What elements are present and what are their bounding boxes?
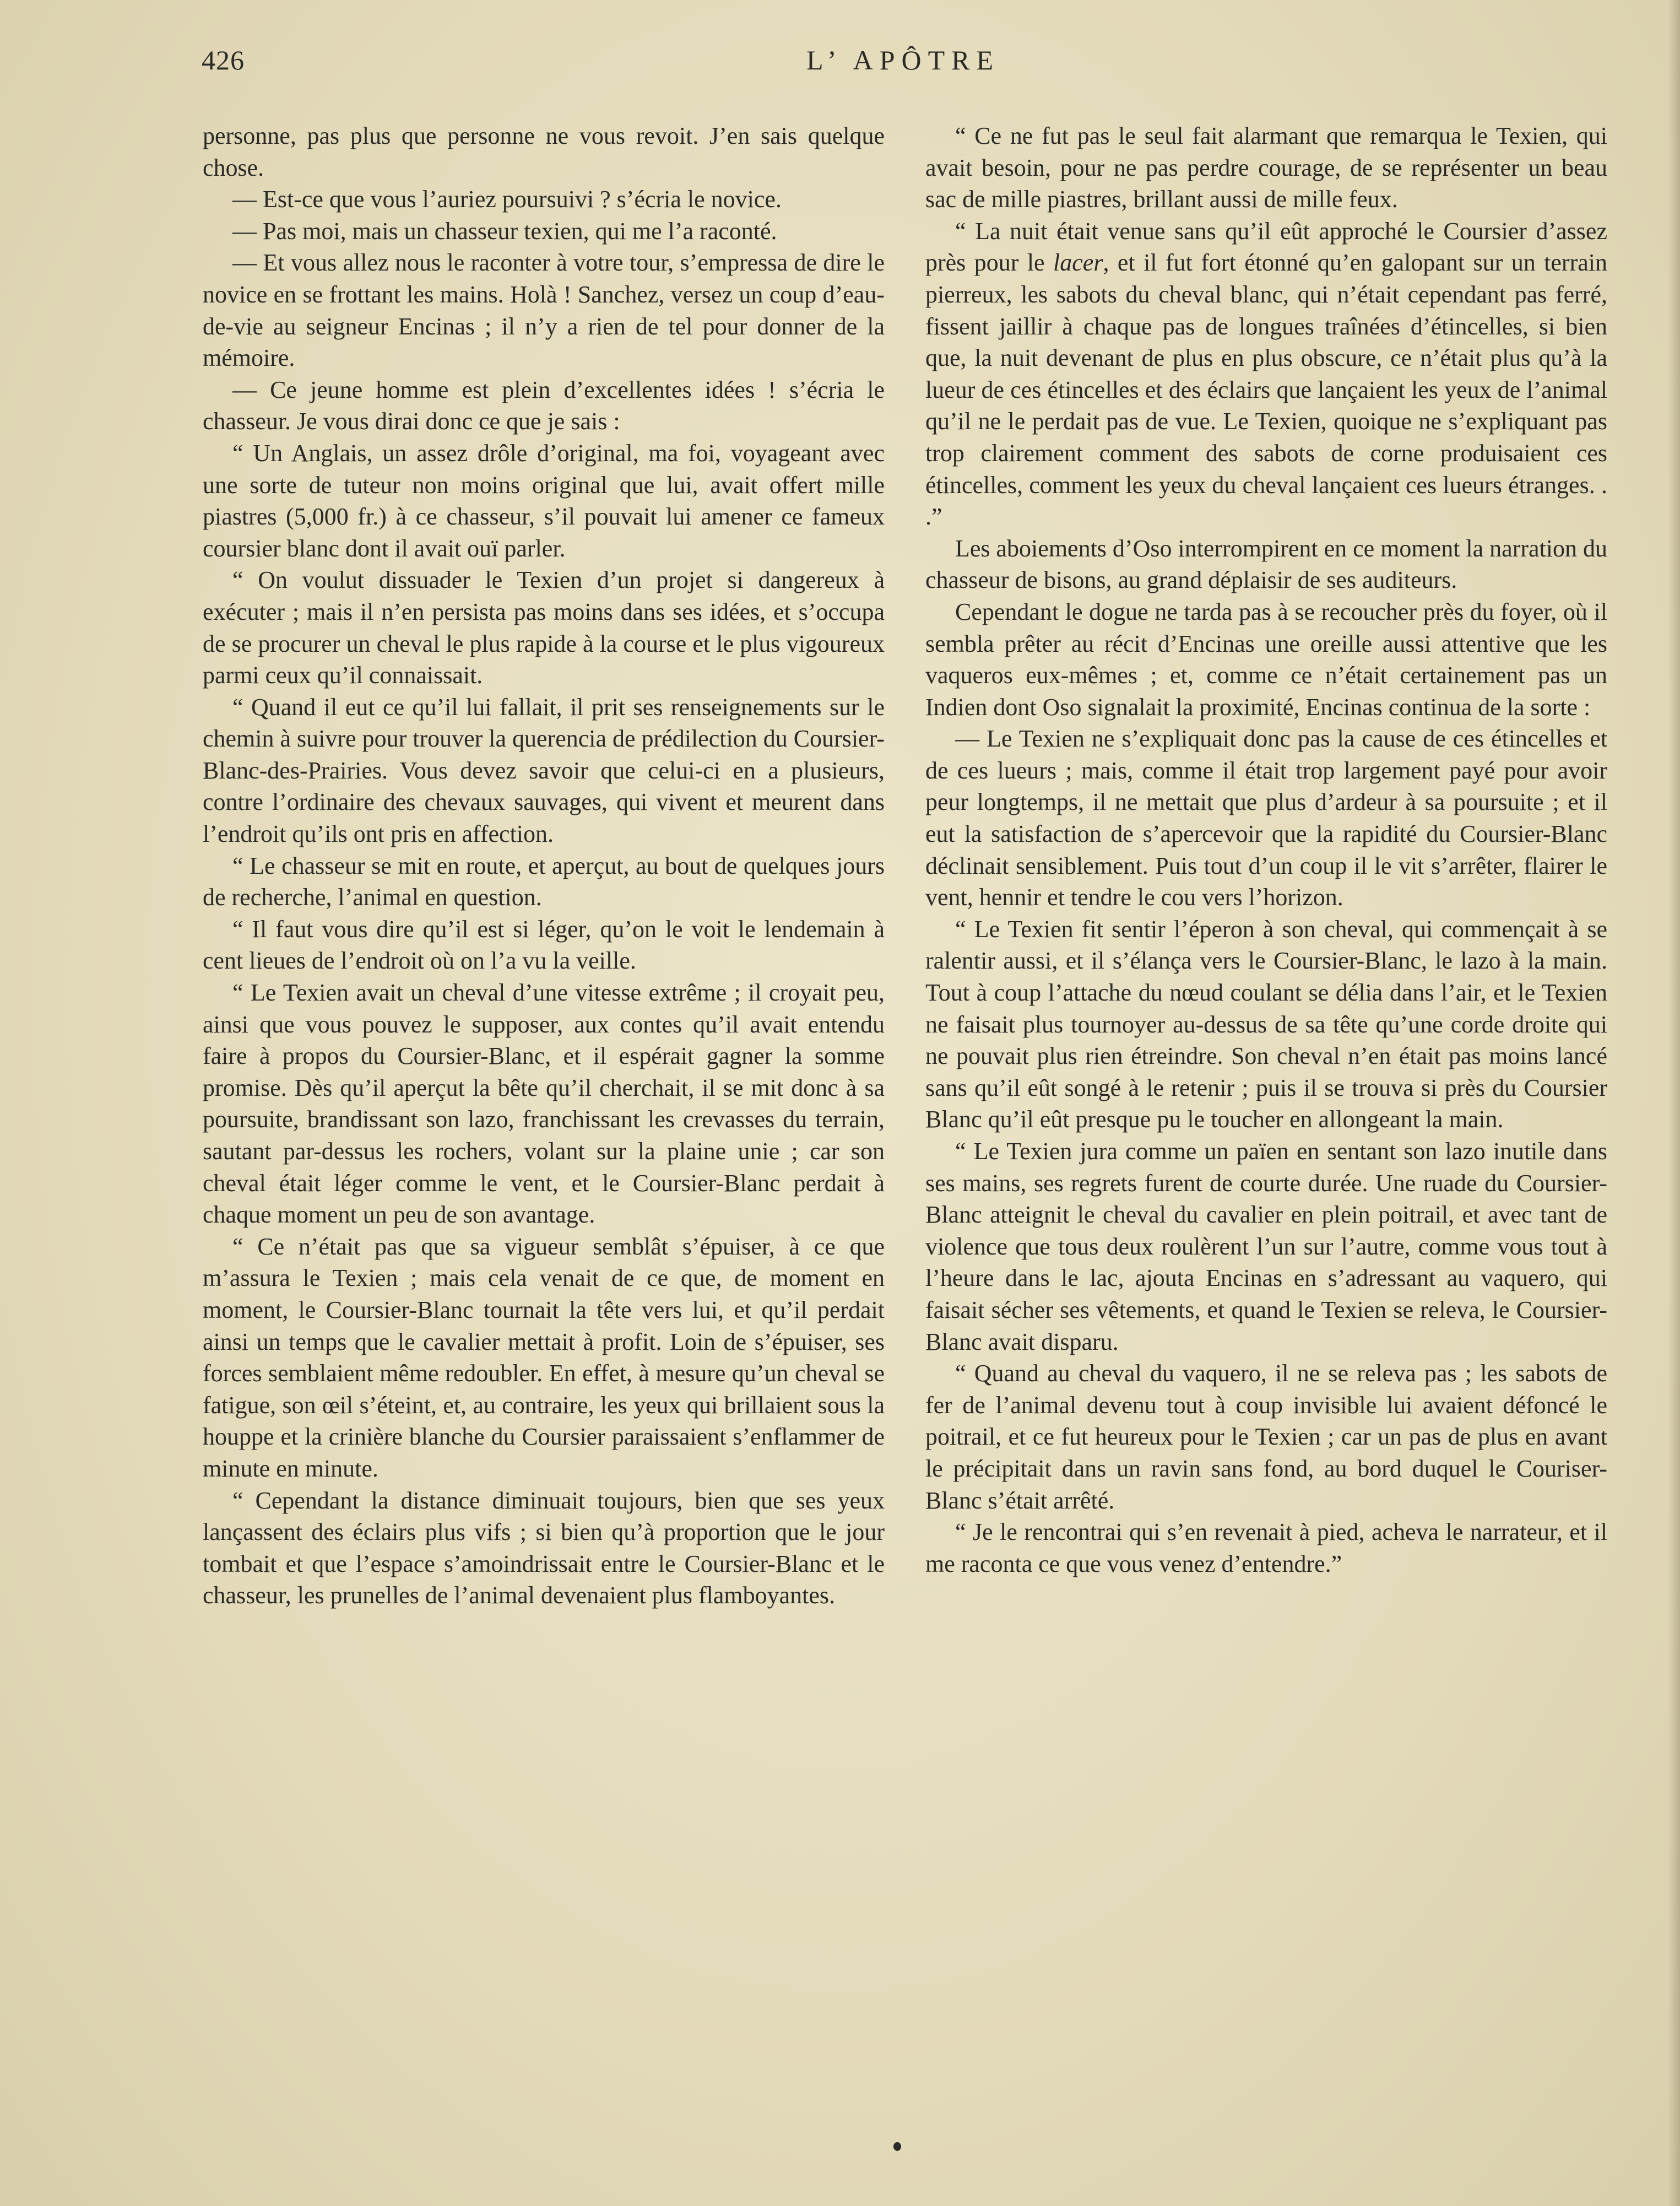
italic-word: lacer [1053, 249, 1103, 277]
paragraph: — Le Texien ne s’expliquait donc pas la cause de ces étincelles et de ces lueurs ; mais, comme il était trop largement payé pour avoir peur longtemps, il ne mettait que plus d’ardeur à sa poursuite ; et il eut la satisfaction de s’apercevoir que la rapidité du Coursier-Blanc déclinait sensiblement. Puis tout d’un coup il le vit s’arrêter, flairer le vent, hennir et tendre le cou vers l’horizon. [925, 725, 1607, 911]
paragraph: — Pas moi, mais un chasseur texien, qui me l’a raconté. [232, 217, 777, 245]
paragraph: personne, pas plus que personne ne vous revoit. J’en sais quelque chose. [203, 122, 885, 181]
paragraph: “ Je le rencontrai qui s’en revenait à pied, acheva le narrateur, et il me raconta ce que vous venez d’entendre.” [925, 1518, 1607, 1577]
paragraph: “ Ce n’était pas que sa vigueur semblât s’épuiser, à ce que m’assura le Texien ; mais cela venait de ce que, de moment en moment, le Coursier-Blanc tournait la tête vers lui, et qu’il perdait ainsi un temps que le cavalier mettait à profit. Loin de s’épuiser, ses forces semblaient même redoubler. En effet, à mesure qu’un cheval se fatigue, son œil s’éteint, et, au contraire, les yeux qui brillaient sous la houppe et la crinière blanche du Coursier paraissaient s’enflammer de minute en minute. [203, 1232, 885, 1482]
running-head [202, 44, 1605, 88]
paragraph: “ Le Texien fit sentir l’éperon à son cheval, qui commençait à se ralentir aussi, et il s’élança vers le Coursier-Blanc, le lazo à la main. Tout à coup l’attache du nœud coulant se délia dans l’air, et le Texien ne faisait plus tournoyer au-dessus de sa tête qu’une corde droite qui ne pouvait plus rien étreindre. Son cheval n’en était pas moins lancé sans qu’il eût songé à le retenir ; puis il se trouva si près du Coursier Blanc qu’il eût presque pu le toucher en allongeant la main. [925, 915, 1607, 1133]
paragraph-text: , et il fut fort étonné qu’en galopant sur un terrain pierreux, les sabots du cheval blanc, qui n’était cependant pas ferré, fissent jaillir à chaque pas de longues traînées d’étincelles, si bien que, la nuit devenant de plus en plus obscure, ce n’était plus qu’à la lueur de ces étincelles et des éclairs que lançaient les yeux de l’animal qu’il ne le perdait pas de vue. Le Texien, quoique ne s’expliquant pas trop clairement comment des sabots de corne produisaient ces étincelles, comment les yeux du cheval lançaient ces lueurs étranges. . .” [925, 249, 1607, 531]
paragraph: “ Le chasseur se mit en route, et aperçut, au bout de quelques jours de recherche, l’animal en question. [203, 852, 885, 911]
right-column [925, 120, 1607, 1580]
paragraph: “ Un Anglais, un assez drôle d’original, ma foi, voyageant avec une sorte de tuteur non moins original que lui, avait offert mille piastres (5,000 fr.) à ce chasseur, s’il pouvait lui amener ce fameux coursier blanc dont il avait ouï parler. [203, 439, 885, 562]
paragraph: “ Il faut vous dire qu’il est si léger, qu’on le voit le lendemain à cent lieues de l’endroit où on l’a vu la veille. [203, 915, 885, 975]
paragraph: Les aboiements d’Oso interrompirent en ce moment la narration du chasseur de bisons, au grand déplaisir de ses auditeurs. [925, 534, 1607, 594]
paragraph: — Ce jeune homme est plein d’excellentes idées ! s’écria le chasseur. Je vous dirai donc ce que je sais : [203, 376, 885, 435]
left-column [203, 120, 885, 1612]
paragraph: — Est-ce que vous l’auriez poursuivi ? s’écria le novice. [232, 186, 782, 213]
paragraph: — Et vous allez nous le raconter à votre tour, s’empressa de dire le novice en se frottant les mains. Holà ! Sanchez, versez un coup d’eau-de-vie au seigneur Encinas ; il n’y a rien de tel pour donner de la mémoire. [203, 249, 885, 372]
paragraph: “ Quand au cheval du vaquero, il ne se releva pas ; les sabots de fer de l’animal devenu tout à coup invisible lui avaient défoncé le poitrail, et ce fut heureux pour le Texien ; car un pas de plus en avant le précipitait dans un ravin sans fond, au bord duquel le Couriser-Blanc s’était arrêté. [925, 1360, 1607, 1514]
paragraph [925, 215, 1607, 533]
paragraph: “ Ce ne fut pas le seul fait alarmant que remarqua le Texien, qui avait besoin, pour ne pas perdre courage, de se représenter un beau sac de mille piastres, brillant aussi de mille feux. [925, 122, 1607, 213]
paragraph: “ On voulut dissuader le Texien d’un projet si dangereux à exécuter ; mais il n’en persista pas moins dans ses idées, et s’occupa de se procurer un cheval le plus rapide à la course et le plus vigoureux parmi ceux qu’il connaissait. [203, 566, 885, 689]
paragraph: Cependant le dogue ne tarda pas à se recoucher près du foyer, où il sembla prêter au récit d’Encinas une oreille aussi attentive que les vaqueros eux-mêmes ; et, comme ce n’était certainement pas un Indien dont Oso signalait la proximité, Encinas continua de la sorte : [925, 598, 1607, 721]
paragraph: “ Le Texien jura comme un païen en sentant son lazo inutile dans ses mains, ses regrets furent de courte durée. Une ruade du Coursier-Blanc atteignit le cheval du cavalier en plein poitrail, et avec tant de violence que tous deux roulèrent l’un sur l’autre, comme vous tout à l’heure dans le lac, ajouta Encinas en s’adressant au vaquero, qui faisait sécher ses vêtements, et quand le Texien se releva, le Coursier-Blanc avait disparu. [925, 1138, 1607, 1355]
paragraph: “ Quand il eut ce qu’il lui fallait, il prit ses renseignements sur le chemin à suivre pour trouver la querencia de prédilection du Coursier-Blanc-des-Prairies. Vous devez savoir que celui-ci en a plusieurs, contre l’ordinaire des chevaux sauvages, qui vivent et meurent dans l’endroit qu’ils ont pris en affection. [203, 693, 885, 848]
paragraph-text: “ La nuit était venue sans qu’il eût approché le Coursier d’assez près pour le [925, 217, 1607, 277]
ink-dot [893, 2142, 901, 2151]
running-title: L’ APÔTRE [806, 45, 1000, 75]
page-number: 426 [202, 45, 245, 75]
paragraph: “ Cependant la distance diminuait toujours, bien que ses yeux lançassent des éclairs plus vifs ; si bien qu’à proportion que le jour tombait et que l’espace s’amoindrissait entre le Coursier-Blanc et le chasseur, les prunelles de l’animal devenaient plus flamboyantes. [203, 1486, 885, 1609]
page-edge [1668, 0, 1680, 2206]
paragraph: “ Le Texien avait un cheval d’une vitesse extrême ; il croyait peu, ainsi que vous pouvez le supposer, aux contes qu’il avait entendu faire à propos du Coursier-Blanc, et il espérait gagner la somme promise. Dès qu’il aperçut la bête qu’il cherchait, il se mit donc à sa poursuite, brandissant son lazo, franchissant les crevasses du terrain, sautant par-dessus les rochers, volant sur la plaine unie ; car son cheval était léger comme le vent, et le Coursier-Blanc perdait à chaque moment un peu de son avantage. [203, 979, 885, 1229]
